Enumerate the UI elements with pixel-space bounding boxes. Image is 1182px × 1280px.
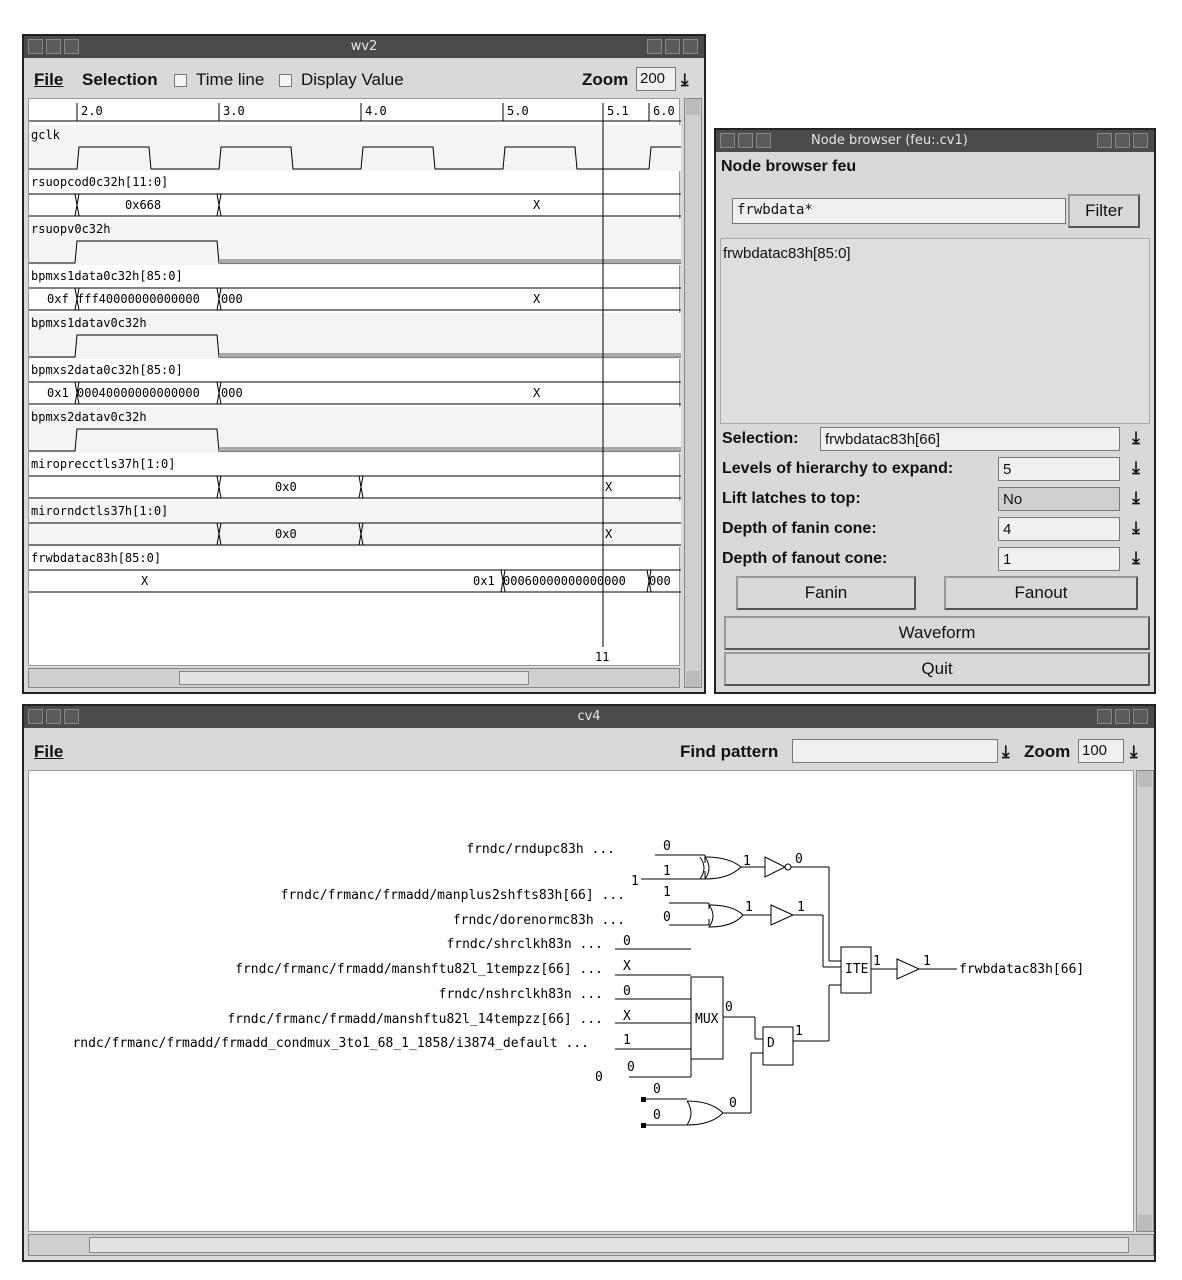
mux-extra-label: 0	[595, 1070, 603, 1085]
mux-output-label: 0	[725, 1000, 733, 1015]
fanout-depth-label: Depth of fanout cone:	[722, 550, 888, 567]
or-output-label: 1	[745, 900, 753, 915]
input-port-icon	[641, 1123, 646, 1128]
find-pattern-label: Find pattern	[680, 742, 779, 761]
or-gate	[709, 905, 743, 927]
schematic-input-name: frndc/shrclkh83n ...	[446, 937, 603, 952]
signal-name: rsuopv0c32h	[31, 222, 111, 236]
inverter	[765, 857, 785, 877]
levels-row	[716, 454, 1154, 484]
schematic-input-name: frndc/dorenormc83h ...	[452, 913, 625, 928]
signal-undefined-bar	[219, 259, 681, 263]
bus-value: X	[533, 292, 541, 306]
schematic-output-name: frwbdatac83h[66]	[959, 962, 1085, 977]
schematic-vscroll[interactable]	[1136, 770, 1154, 1232]
minimize-icon[interactable]	[1115, 709, 1130, 724]
fanout-depth-field[interactable]: 1	[998, 547, 1120, 571]
filter-input[interactable]: frwbdata*	[732, 198, 1066, 224]
selection-field[interactable]: frwbdatac83h[66]	[820, 427, 1120, 451]
schematic-input-value: X	[623, 1009, 631, 1024]
display-value-checkbox[interactable]	[279, 74, 292, 87]
schematic-input-name: frndc/frmanc/frmadd/manshftu82l_1tempzz[66] ...	[235, 962, 603, 977]
bus-value: 00060000000000000	[503, 574, 626, 588]
bus-value: 000	[649, 574, 671, 588]
bus-value: 0x1	[473, 574, 495, 588]
scroll-down-icon[interactable]	[1138, 1215, 1152, 1231]
lift-dropdown-icon[interactable]: ⤓	[1132, 488, 1140, 507]
schematic-input-name: rndc/frmanc/frmadd/frmadd_condmux_3to1_68_1_1858/i3874_default ...	[72, 1036, 589, 1051]
flipflop-d-label: D	[767, 1036, 775, 1051]
signal-name: frwbdatac83h[85:0]	[31, 551, 162, 565]
levels-dropdown-icon[interactable]: ⤓	[1132, 458, 1140, 477]
bus-transitions	[29, 476, 363, 498]
bus-value: 0x1	[47, 386, 69, 400]
schematic-input-value: 1	[663, 885, 671, 900]
mux-label: MUX	[695, 1012, 719, 1027]
scroll-down-icon[interactable]	[686, 671, 700, 687]
schematic-diagram[interactable]	[29, 771, 1135, 1233]
waveform-vscroll[interactable]	[684, 98, 702, 688]
inverter-bubble	[785, 864, 791, 870]
timeline-checkbox[interactable]	[174, 74, 187, 87]
signal-name: mirorndctls37h[1:0]	[31, 504, 169, 518]
fanin-depth-dropdown-icon[interactable]: ⤓	[1132, 518, 1140, 537]
window-menu-icon[interactable]	[720, 133, 735, 148]
schematic-input-value: X	[623, 959, 631, 974]
bus-value: 0xf	[47, 292, 69, 306]
menu-file[interactable]: File	[34, 70, 64, 89]
waveform-hscroll[interactable]	[28, 668, 680, 688]
bus-value: 0x0	[275, 527, 297, 541]
lift-row	[716, 484, 1154, 514]
input-port-icon	[641, 1097, 646, 1102]
xor-gate-back	[700, 857, 704, 879]
mux-extra-label: 0	[627, 1060, 635, 1075]
schematic-input-name: frndc/frmanc/frmadd/manshftu82l_14tempzz[66] ...	[227, 1012, 603, 1027]
selection-dropdown-icon[interactable]: ⤓	[1132, 428, 1140, 447]
or-input-label: 0	[653, 1082, 661, 1097]
fanin-depth-row	[716, 514, 1154, 544]
quit-button[interactable]: Quit	[724, 652, 1150, 686]
schematic-input-value: 1	[623, 1033, 631, 1048]
minimize-icon[interactable]	[1115, 133, 1130, 148]
schematic-input-name: frndc/frmanc/frmadd/manplus2shfts83h[66] ...	[280, 888, 625, 903]
signal-name: miroprecctls37h[1:0]	[31, 457, 176, 471]
waveform-title: wv2	[350, 39, 378, 54]
schematic-input-value: 0	[663, 839, 671, 854]
zoom-dropdown-icon[interactable]: ⤓	[1130, 742, 1138, 761]
maximize-icon[interactable]	[1133, 133, 1148, 148]
bus-value: 0x0	[275, 480, 297, 494]
bus-value: fff40000000000000	[77, 292, 200, 306]
signal-name: rsuopcod0c32h[11:0]	[31, 175, 169, 189]
node-browser-window	[714, 128, 1156, 694]
ite-label: ITE	[845, 962, 869, 977]
signal-row-bg	[29, 125, 681, 171]
xor-input-label: 1	[631, 874, 639, 889]
schematic-canvas[interactable]	[28, 770, 1134, 1232]
time-tick-label: 4.0	[365, 104, 387, 118]
xor-output-label: 1	[743, 854, 751, 869]
bus-value: X	[533, 386, 541, 400]
schematic-input-value: 0	[623, 984, 631, 999]
schematic-input-name: frndc/rndupc83h ...	[466, 842, 615, 857]
signal-name: bpmxs2datav0c32h	[31, 410, 147, 424]
fanout-depth-row	[716, 544, 1154, 574]
maximize-icon[interactable]	[683, 39, 698, 54]
hscroll-thumb[interactable]	[179, 671, 529, 685]
lift-label: Lift latches to top:	[722, 490, 861, 507]
bus-value: X	[605, 480, 613, 494]
node-browser-header: Node browser feu	[721, 158, 857, 175]
bus-value: X	[605, 527, 613, 541]
or-gate	[687, 1101, 723, 1125]
waveform-canvas[interactable]	[28, 98, 680, 666]
schematic-titlebar[interactable]	[24, 706, 1154, 728]
bus-value: 000	[221, 386, 243, 400]
node-browser-title: Node browser (feu:.cv1)	[811, 133, 968, 148]
fanin-depth-field[interactable]: 4	[998, 517, 1120, 541]
selection-label: Selection:	[722, 430, 799, 447]
waveform-window	[22, 34, 706, 694]
zoom-label: Zoom	[582, 70, 629, 89]
selection-row	[716, 424, 1154, 454]
fanout-button[interactable]: Fanout	[944, 576, 1138, 610]
waveform-plot[interactable]	[29, 99, 681, 667]
maximize-icon[interactable]	[1133, 709, 1148, 724]
levels-field[interactable]: 5	[998, 457, 1120, 481]
schematic-input-name: frndc/nshrclkh83n ...	[438, 987, 603, 1002]
zoom-field[interactable]: 200	[636, 67, 676, 91]
scroll-up-icon[interactable]	[1138, 771, 1152, 787]
waveform-titlebar[interactable]	[24, 36, 704, 58]
ite-output-label: 1	[873, 954, 881, 969]
signal-undefined-bar	[219, 353, 681, 357]
waveform-menubar	[24, 64, 704, 94]
schematic-input-value: 0	[623, 934, 631, 949]
find-dropdown-icon[interactable]: ⤓	[1002, 742, 1010, 761]
schematic-input-value: 0	[663, 910, 671, 925]
fanout-depth-dropdown-icon[interactable]: ⤓	[1132, 548, 1140, 567]
time-tick-label: 5.1	[607, 104, 629, 118]
fanin-button[interactable]: Fanin	[736, 576, 916, 610]
fanin-depth-label: Depth of fanin cone:	[722, 520, 877, 537]
signal-name: bpmxs1data0c32h[85:0]	[31, 269, 183, 283]
bus-value: 0x668	[125, 198, 162, 212]
or-output-label: 0	[729, 1096, 737, 1111]
xor-input-label: 1	[663, 864, 671, 879]
time-tick-label: 5.0	[507, 104, 529, 118]
find-pattern-input[interactable]	[792, 739, 998, 763]
zoom-label: Zoom	[1024, 742, 1071, 761]
close-icon[interactable]	[647, 39, 662, 54]
timeline-label: Time line	[196, 70, 265, 89]
scroll-up-icon[interactable]	[686, 99, 700, 115]
zoom-dropdown-icon[interactable]: ⤓	[681, 70, 689, 89]
buffer	[771, 905, 793, 925]
menu-file[interactable]: File	[34, 742, 64, 761]
waveform-button[interactable]: Waveform	[724, 616, 1150, 650]
schematic-menubar	[24, 736, 1154, 766]
buffer-output-label: 1	[797, 900, 805, 915]
menu-selection[interactable]: Selection	[82, 70, 158, 89]
display-value-label: Display Value	[301, 70, 404, 89]
window-pin-icon[interactable]	[738, 133, 753, 148]
minimize-icon[interactable]	[665, 39, 680, 54]
inverter-output-label: 0	[795, 852, 803, 867]
time-cursor-label: 11	[595, 650, 610, 664]
schematic-window	[22, 704, 1156, 1262]
schematic-title: cv4	[577, 709, 601, 724]
lift-field[interactable]: No	[998, 487, 1120, 511]
buffer	[897, 959, 919, 979]
bus-value: 00040000000000000	[77, 386, 200, 400]
signal-undefined-bar	[219, 447, 681, 451]
signal-name: bpmxs2data0c32h[85:0]	[31, 363, 183, 377]
bus-value: X	[141, 574, 149, 588]
node-list[interactable]	[720, 238, 1150, 424]
signal-name: bpmxs1datav0c32h	[31, 316, 147, 330]
time-tick-label: 6.0	[653, 104, 675, 118]
zoom-field[interactable]: 100	[1078, 739, 1124, 763]
or-input-label: 0	[653, 1108, 661, 1123]
hscroll-thumb[interactable]	[89, 1237, 1129, 1253]
levels-label: Levels of hierarchy to expand:	[722, 460, 954, 477]
bus-value: 000	[221, 292, 243, 306]
node-list-item[interactable]: frwbdatac83h[85:0]	[723, 245, 851, 262]
filter-button[interactable]: Filter	[1068, 194, 1140, 228]
signal-row-bg	[29, 219, 681, 265]
flipflop-output-label: 1	[795, 1024, 803, 1039]
window-resize-icon[interactable]	[756, 133, 771, 148]
buffer-output-label: 1	[923, 954, 931, 969]
bus-value: X	[533, 198, 541, 212]
schematic-hscroll[interactable]	[28, 1234, 1154, 1256]
xor-gate	[705, 857, 741, 879]
time-tick-label: 2.0	[81, 104, 103, 118]
close-icon[interactable]	[1097, 709, 1112, 724]
node-browser-titlebar[interactable]	[716, 130, 1154, 152]
signal-name: gclk	[31, 128, 60, 142]
time-tick-label: 3.0	[223, 104, 245, 118]
close-icon[interactable]	[1097, 133, 1112, 148]
